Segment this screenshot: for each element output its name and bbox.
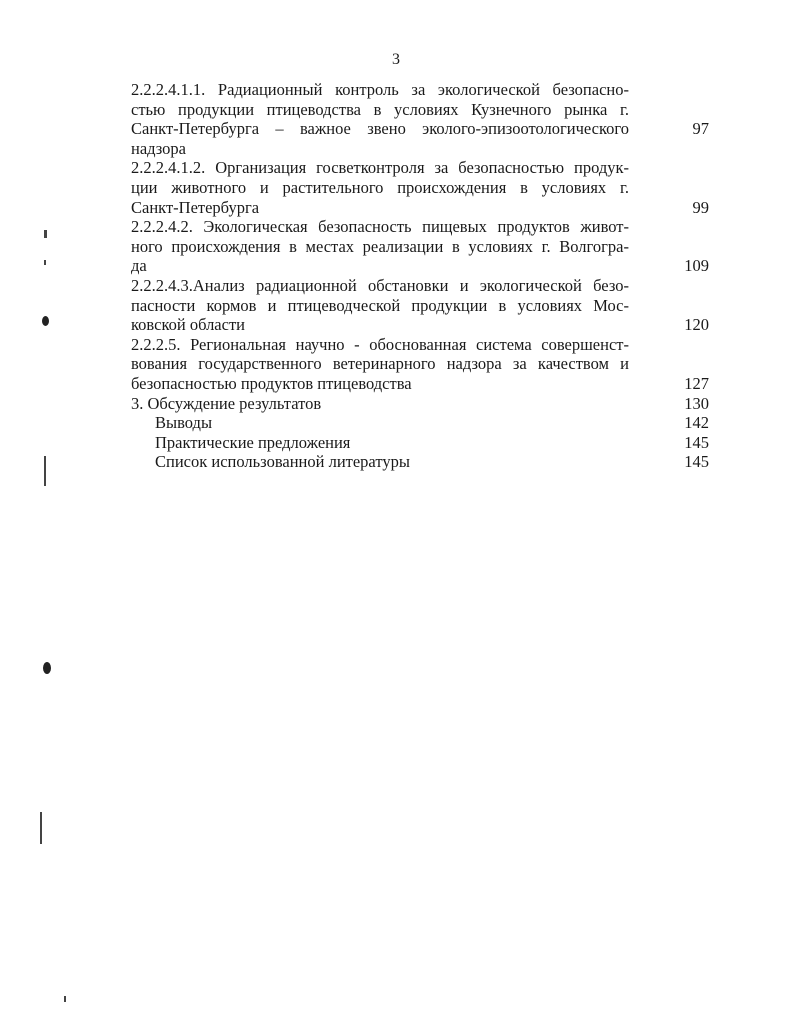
toc-line: вования государственного ветеринарного надзора за качеством и: [131, 354, 629, 374]
table-of-contents: [131, 80, 709, 472]
toc-entry-title: [131, 335, 629, 394]
toc-page-number: 142: [684, 413, 709, 433]
toc-page-number: 99: [692, 197, 709, 217]
toc-page-number: 127: [684, 373, 709, 393]
toc-page-number: 120: [684, 315, 709, 335]
toc-entry[interactable]: [131, 335, 709, 394]
scan-artifact: [44, 456, 46, 486]
scan-artifact: [44, 230, 47, 238]
toc-entry[interactable]: [131, 433, 709, 453]
toc-entry[interactable]: [131, 276, 709, 335]
toc-entry[interactable]: [131, 217, 709, 276]
toc-line: Санкт-Петербурга: [131, 197, 260, 217]
scan-artifact: [42, 316, 49, 326]
scan-artifact: [44, 260, 46, 265]
toc-entry-title: 3. Обсуждение результатов: [131, 393, 322, 413]
toc-page-number: 145: [684, 432, 709, 452]
toc-entry[interactable]: [131, 452, 709, 472]
scan-artifact: [64, 996, 66, 1002]
toc-line: надзора: [131, 138, 186, 158]
toc-line: да: [131, 256, 147, 276]
toc-entry[interactable]: [131, 80, 709, 158]
scan-artifact: [40, 812, 42, 844]
toc-line: безопасностью продуктов птицеводства: [131, 373, 412, 393]
toc-page-number: 130: [684, 393, 709, 413]
toc-entry-title: [131, 80, 629, 158]
toc-line: стью продукции птицеводства в условиях Кузнечного рынка г.: [131, 99, 629, 119]
scan-artifact: [43, 662, 51, 674]
toc-line: пасности кормов и птицеводческой продукции в условиях Мос-: [131, 295, 629, 315]
toc-page-number: 97: [692, 119, 709, 139]
toc-line: ного происхождения в местах реализации в условиях г. Волгогра-: [131, 236, 629, 256]
toc-line: 2.2.2.4.1.2. Организация госветконтроля за безопасностью продук-: [131, 158, 629, 178]
toc-line: 2.2.2.4.2. Экологическая безопасность пищевых продуктов живот-: [131, 217, 629, 237]
toc-entry[interactable]: [131, 158, 709, 217]
toc-entry-title: Выводы: [155, 413, 213, 433]
toc-line: 2.2.2.4.3.Анализ радиационной обстановки и экологической безо-: [131, 275, 629, 295]
toc-page-number: 109: [684, 256, 709, 276]
toc-entry-title: Список использованной литературы: [155, 452, 410, 472]
toc-line: ковской области: [131, 315, 245, 335]
page-number: 3: [392, 51, 400, 68]
toc-line: 2.2.2.5. Региональная научно - обоснованная система совершенст-: [131, 334, 629, 354]
toc-line: 2.2.2.4.1.1. Радиационный контроль за экологической безопасно-: [131, 80, 629, 99]
toc-entry-title: Практические предложения: [155, 432, 351, 452]
toc-line: Санкт-Петербурга – важное звено эколого-эпизоотологического: [131, 119, 629, 139]
toc-entry[interactable]: [131, 394, 709, 414]
toc-entry[interactable]: [131, 413, 709, 433]
toc-entry-title: [131, 158, 629, 217]
toc-line: ции животного и растительного происхождения в условиях г.: [131, 177, 629, 197]
toc-entry-title: [131, 276, 629, 335]
toc-page-number: 145: [684, 452, 709, 472]
toc-entry-title: [131, 217, 629, 276]
